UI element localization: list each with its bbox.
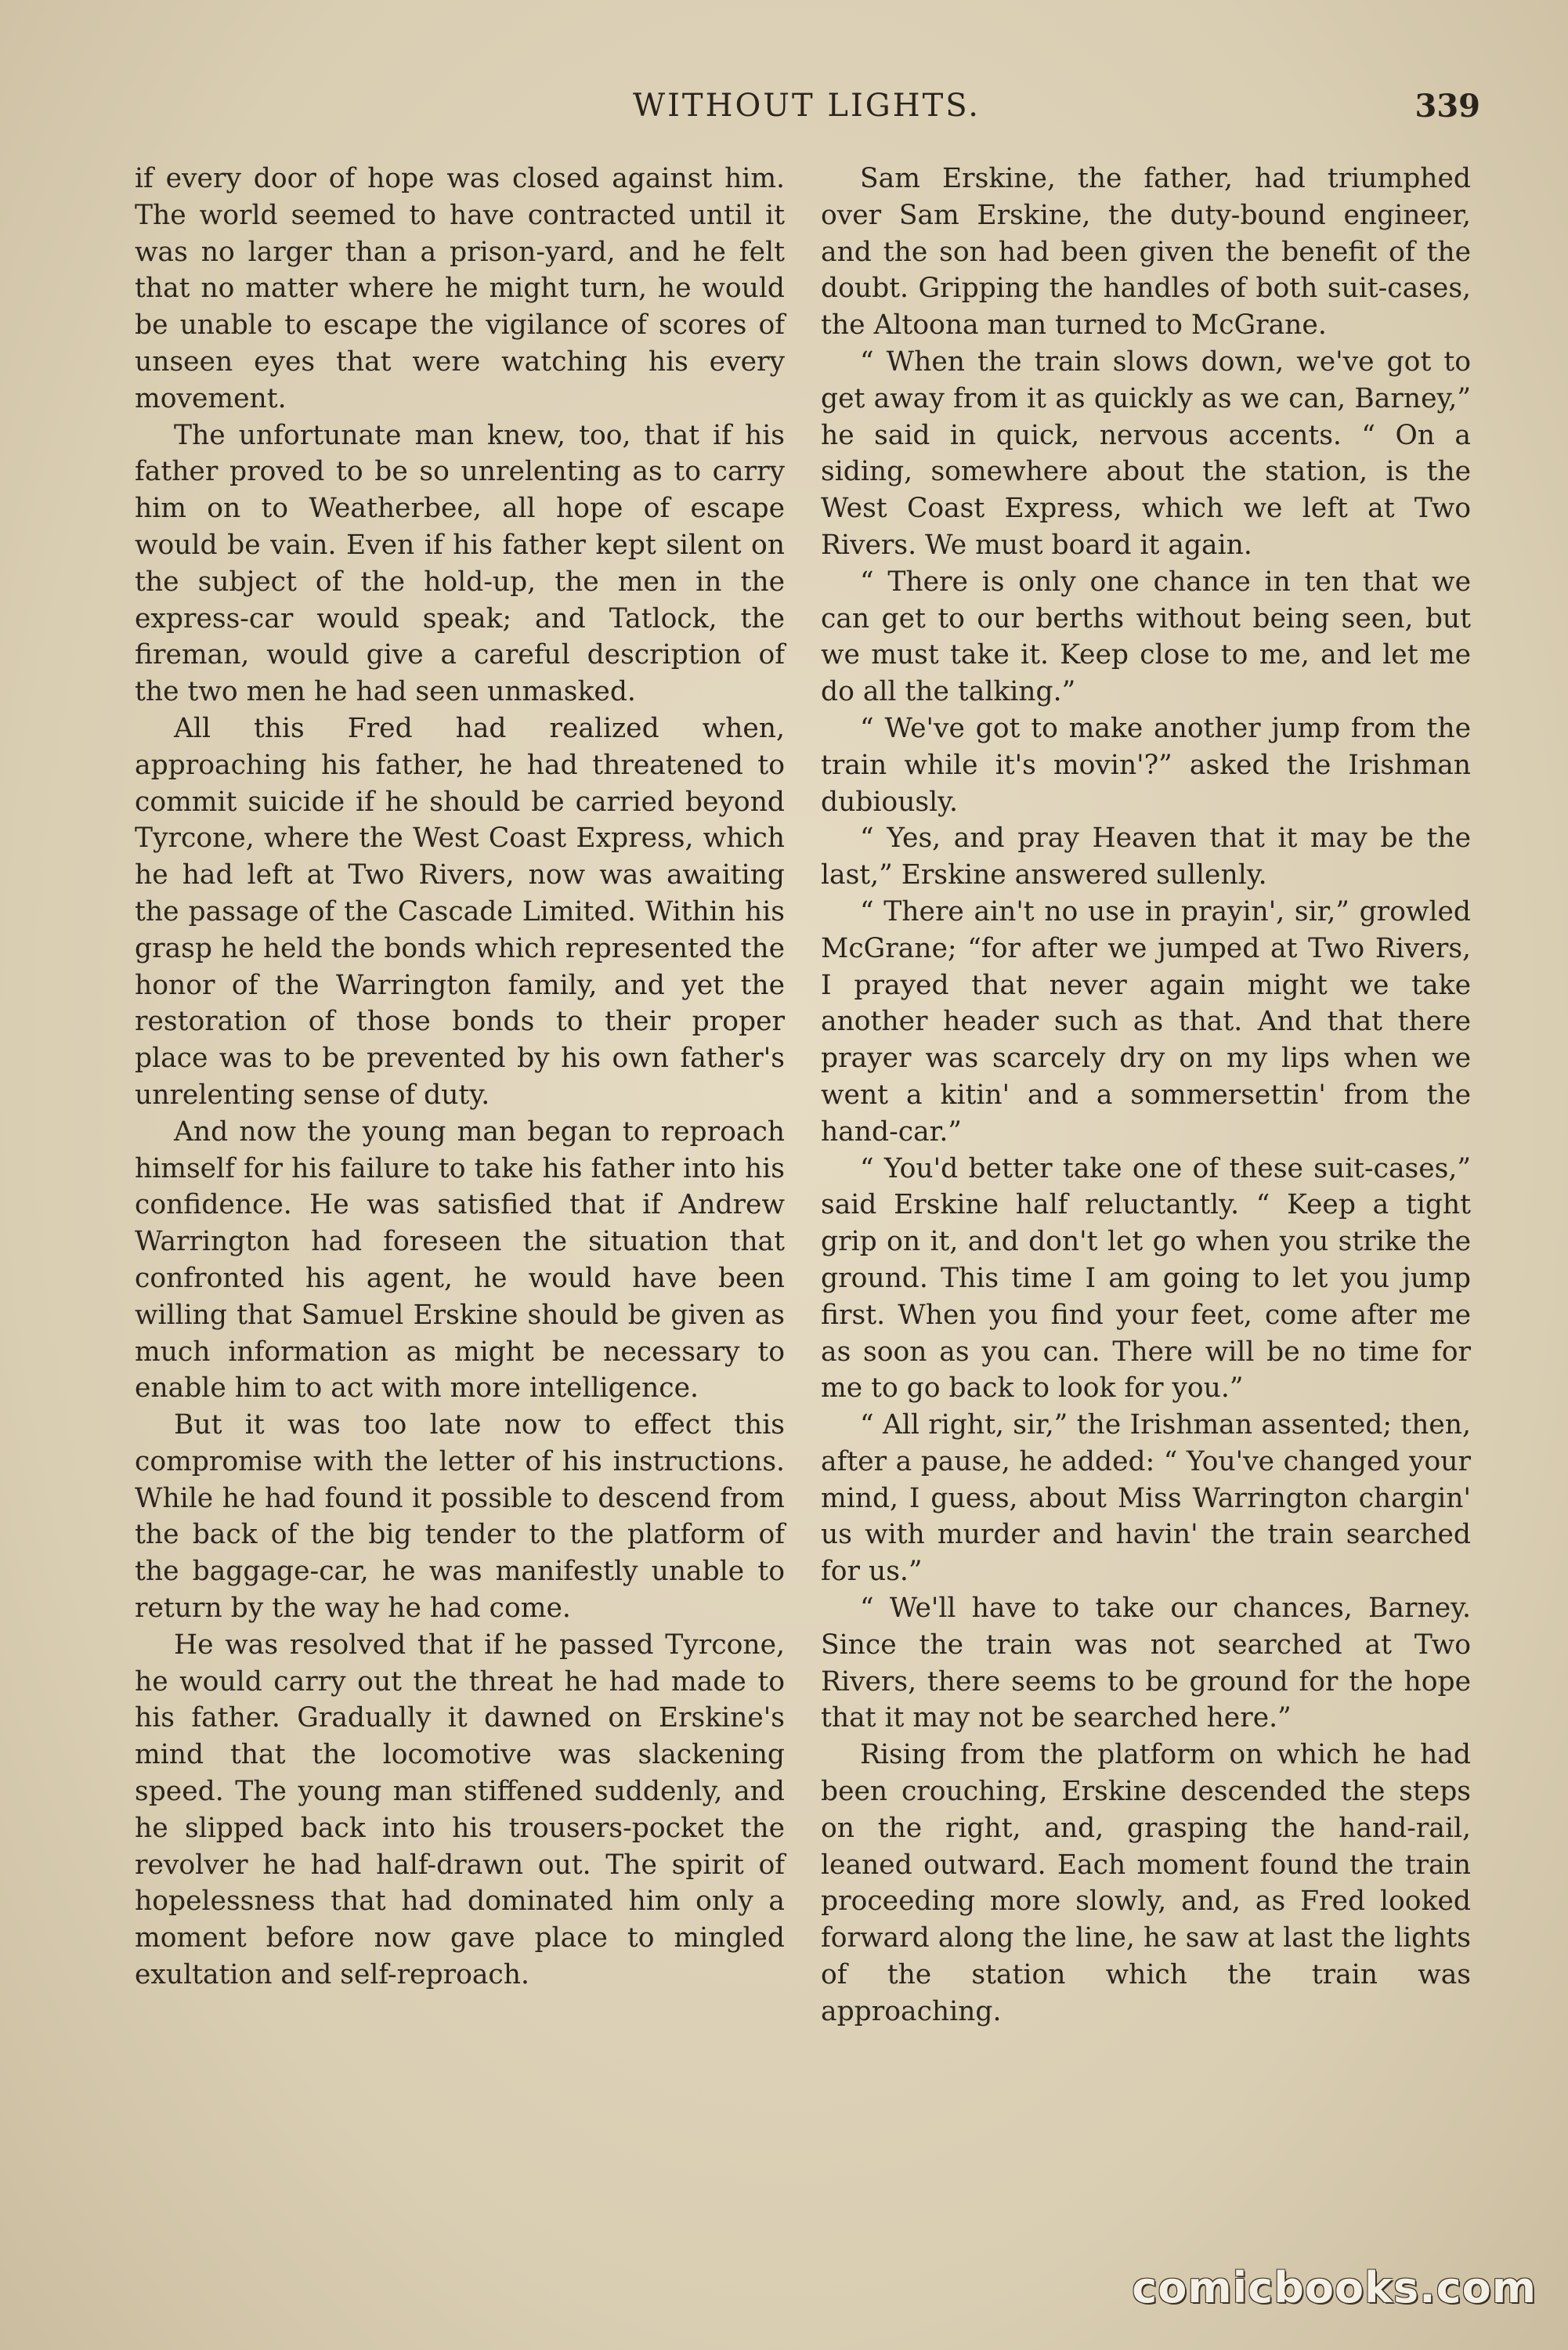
paragraph: “ Yes, and pray Heaven that it may be the last,” Erskine answered sullenly.	[821, 822, 1471, 891]
page-header	[133, 88, 1480, 135]
paragraph: “ There is only one chance in ten that we can get to our berths without being seen, but we must take it. Keep close to me, and let me do all the talking.”	[821, 566, 1471, 708]
paragraph: “ When the train slows down, we've got to get away from it as quickly as we can, Barney,” he said in quick, nervous accents. “ On a siding, somewhere about the station, is the West Coast Express, which we left at Two Rivers. We must board it again.	[821, 345, 1471, 561]
paragraph: “ We'll have to take our chances, Barney. Since the train was not searched at Two Rivers, there seems to be ground for the hope that it may not be searched here.”	[821, 1593, 1471, 1734]
site-watermark: comicbooks.com	[1132, 2263, 1537, 2312]
left-column	[135, 161, 785, 2276]
paragraph: All this Fred had realized when, approaching his father, he had threatened to commit suicide if he should be carried beyond Tyrcone, where the West Coast Express, which he had left at Two Rivers, now was awaiting the passage of the Cascade Limited. Within his grasp he held the bonds which represented the honor of the Warrington family, and yet the restoration of those bonds to their proper place was to be prevented by his own father's unrelenting sense of duty.	[135, 712, 785, 1111]
paragraph: And now the young man began to reproach himself for his failure to take his father into his confidence. He was satisfied that if Andrew Warrington had foreseen the situation that confronted his agent, he would have been willing that Samuel Erskine should be given as much information as might be necessary to enable him to act with more intelligence.	[135, 1115, 785, 1405]
paragraph: The unfortunate man knew, too, that if his father proved to be so unrelenting as to carry him on to Weatherbee, all hope of escape would be vain. Even if his father kept silent on the subject of the hold-up, the men in the express-car would speak; and Tatlock, the fireman, would give a careful description of the two men he had seen unmasked.	[135, 419, 785, 708]
page-number: 339	[1414, 88, 1480, 125]
running-head: WITHOUT LIGHTS.	[633, 88, 981, 124]
paragraph: But it was too late now to effect this compromise with the letter of his instructions. While he had found it possible to descend from the back of the big tender to the platform of the baggage-car, he was manifestly unable to return by the way he had come.	[135, 1409, 785, 1625]
paragraph: Rising from the platform on which he had been crouching, Erskine descended the steps on the right, and, grasping the hand-rail, leaned outward. Each moment found the train proceeding more slowly, and, as Fred looked forward along the line, he saw at last the lights of the station which the train was approaching.	[821, 1739, 1471, 2027]
paragraph: Sam Erskine, the father, had triumphed over Sam Erskine, the duty-bound engineer, and the son had been given the benefit of the doubt. Gripping the handles of both suit-cases, the Altoona man turned to McGrane.	[821, 163, 1471, 342]
paragraph: “ All right, sir,” the Irishman assented; then, after a pause, he added: “ You've changed your mind, I guess, about Miss Warrington chargin' us with murder and havin' the train searched for us.”	[821, 1409, 1471, 1588]
paragraph: He was resolved that if he passed Tyrcone, he would carry out the threat he had made to his father. Gradually it dawned on Erskine's mind that the locomotive was slackening speed. The young man stiffened suddenly, and he slipped back into his trousers-pocket the revolver he had half-drawn out. The spirit of hopelessness that had dominated him only a moment before now gave place to mingled exultation and self-reproach.	[135, 1629, 785, 1991]
paragraph: “ We've got to make another jump from the train while it's movin'?” asked the Irishman dubiously.	[821, 712, 1471, 818]
paragraph: if every door of hope was closed against him. The world seemed to have contracted until it was no larger than a prison-yard, and he felt that no matter where he might turn, he would be unable to escape the vigilance of scores of unseen eyes that were watching his every movement.	[135, 163, 785, 414]
paragraph: “ There ain't no use in prayin', sir,” growled McGrane; “for after we jumped at Two Rivers, I prayed that never again might we take another header such as that. And that there prayer was scarcely dry on my lips when we went a kitin' and a sommersettin' from the hand-car.”	[821, 895, 1471, 1148]
right-column	[821, 161, 1471, 2276]
paragraph: “ You'd better take one of these suit-cases,” said Erskine half reluctantly. “ Keep a tight grip on it, and don't let go when you strike the ground. This time I am going to let you jump first. When you find your feet, come after me as soon as you can. There will be no time for me to go back to look for you.”	[821, 1152, 1471, 1405]
